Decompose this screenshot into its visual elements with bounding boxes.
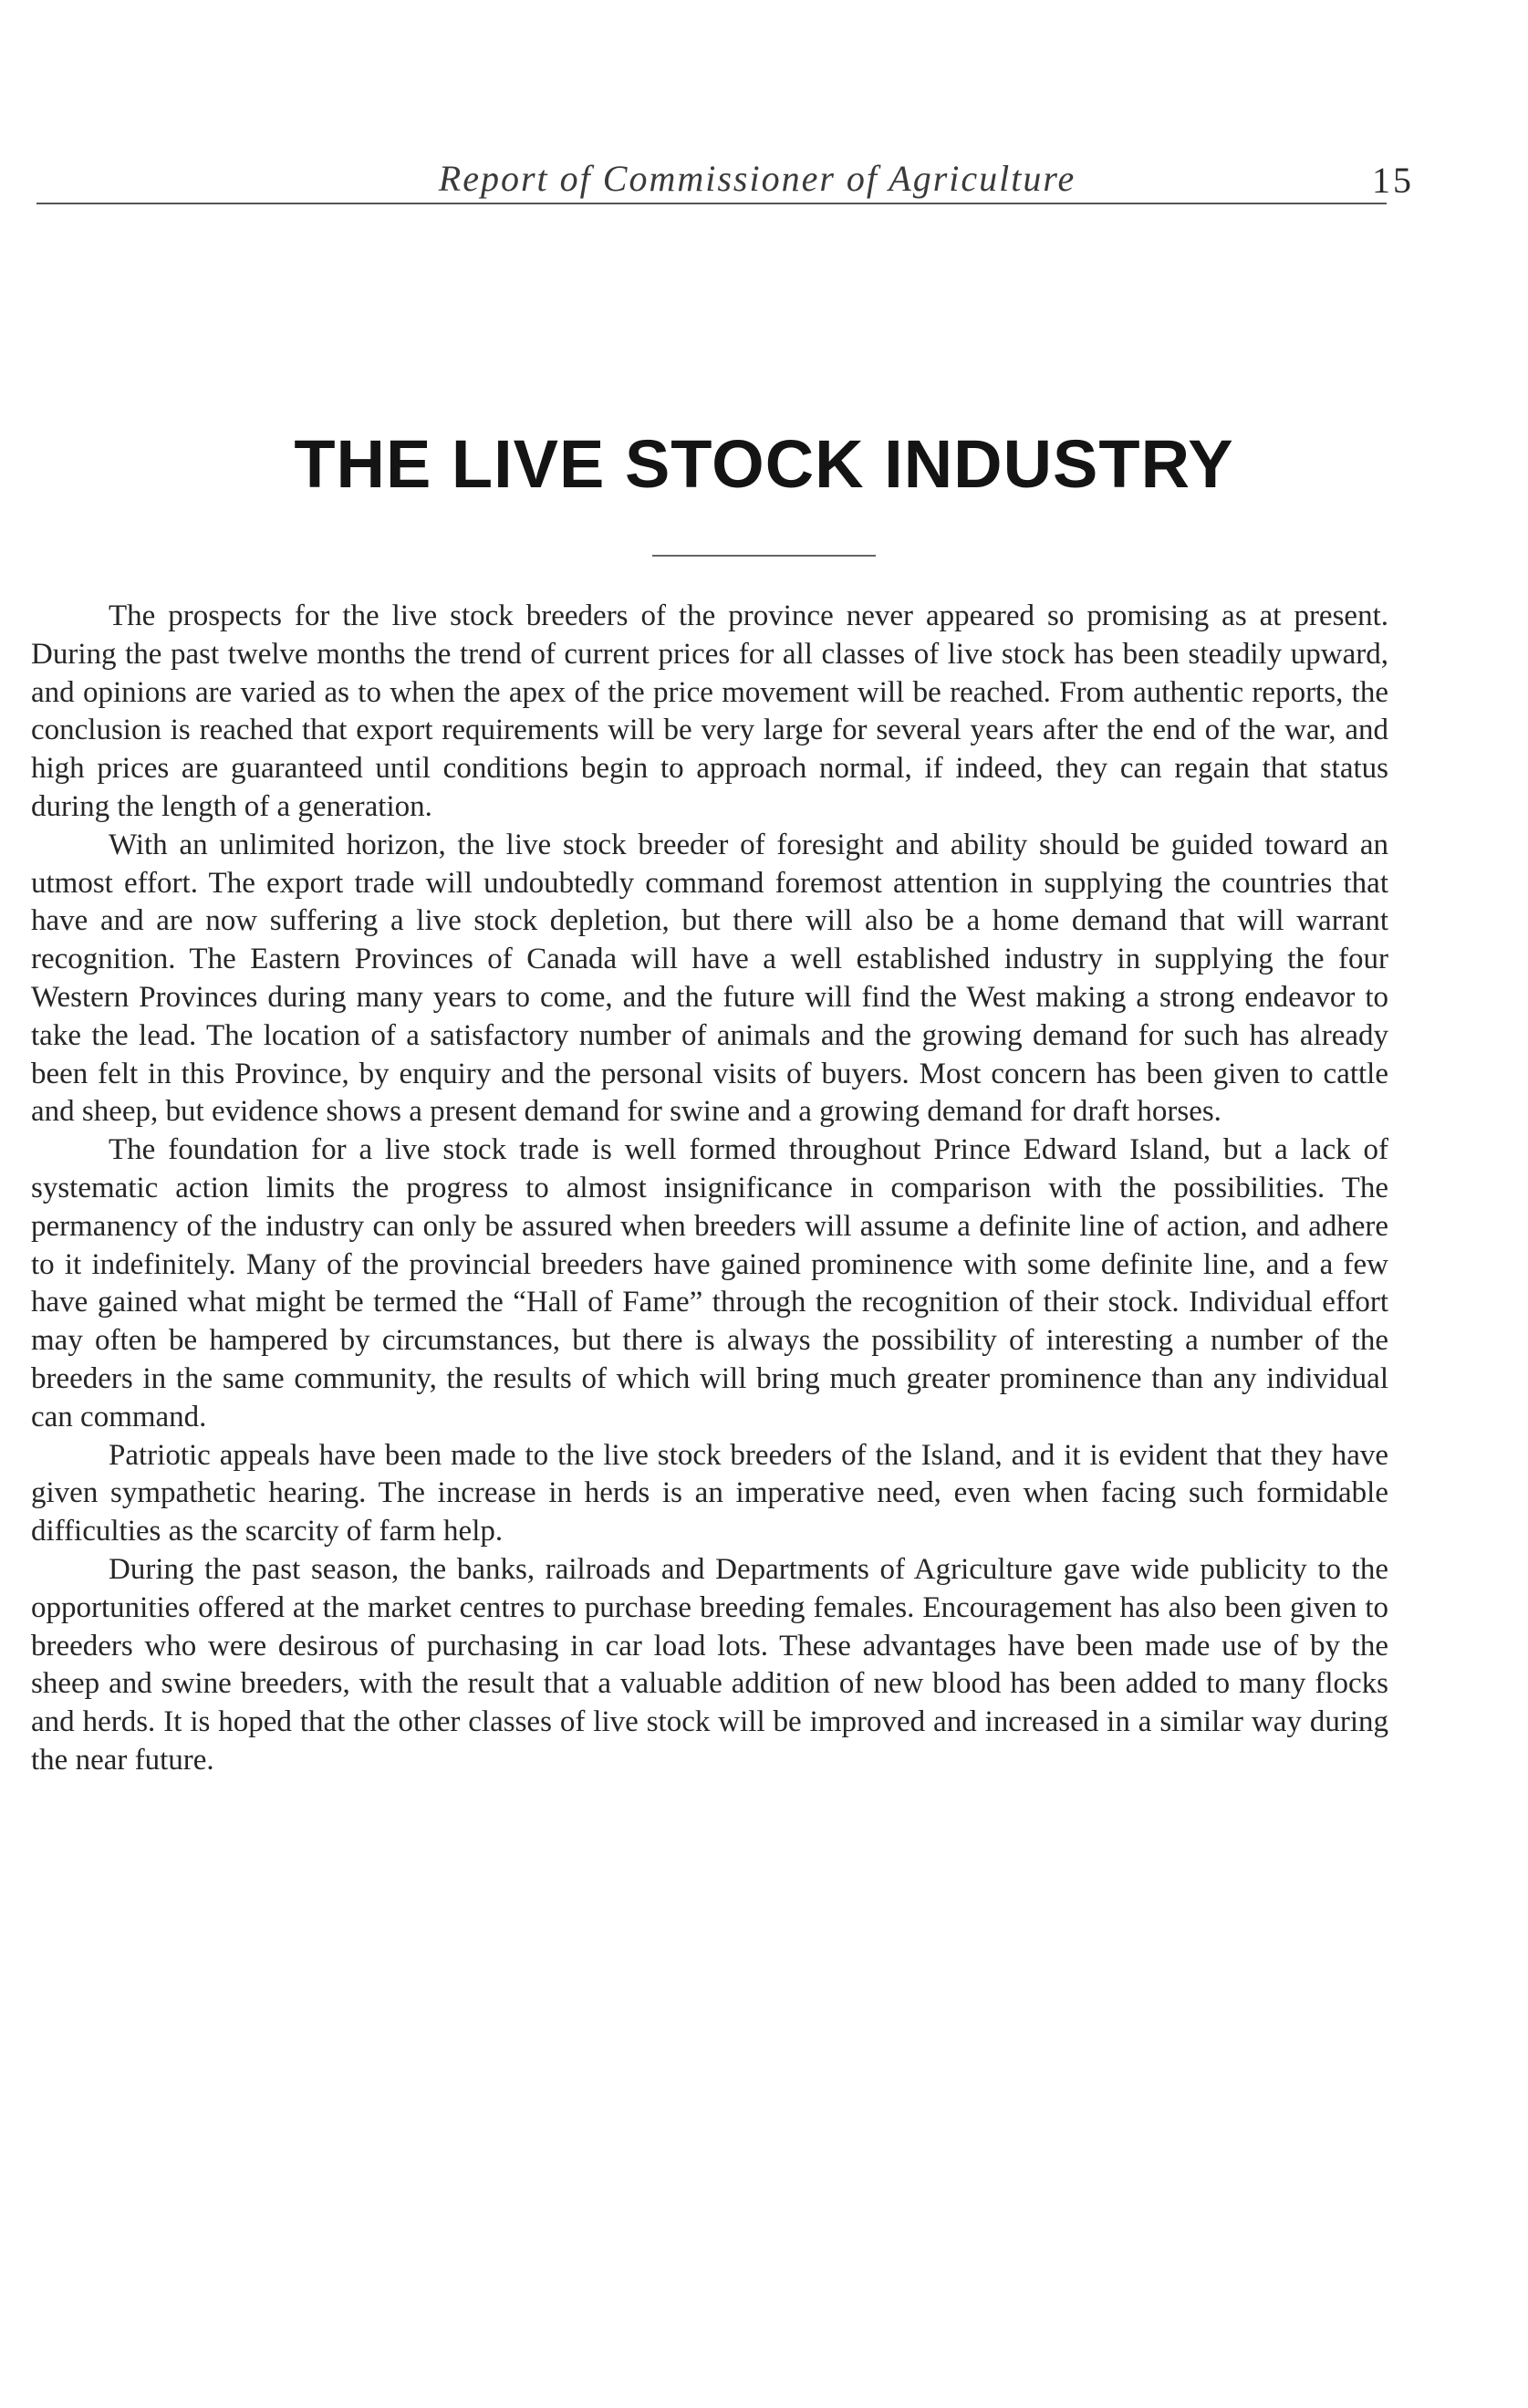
paragraph: During the past season, the banks, railroads and Departments of Agriculture gave wide publicity to the opportunities offered at the market centres to purchase breeding females. Encouragement has also been given to breeders who were desirous of purchasing in car load lots. These advantages have been made use of by the sheep and swine breeders, with the result that a valuable addition of new blood has been added to many flocks and herds. It is hoped that the other classes of live stock will be improved and increased in a similar way during the near future. [31,1552,1388,1777]
running-header [109,155,1414,210]
paragraph: The foundation for a live stock trade is well formed throughout Prince Edward Island, but a lack of systematic action limits the progress to almost insignificance in comparison with the possibilities. The permanency of the industry can only be assured when breeders will assume a definite line of action, and adhere to it indefinitely. Many of the provincial breeders have gained prominence with some definite line, and a few have gained what might be termed the “Hall of Fame” through the recognition of their stock. Individual effort may often be hampered by circumstances, but there is always the possibility of interesting a number of the breeders in the same community, the results of which will bring much greater prominence than any individual can command. [31,1133,1388,1433]
header-rule [36,203,1387,204]
article-title: THE LIVE STOCK INDUSTRY [294,426,1234,502]
article-body [31,598,1388,1780]
running-title: Report of Commissioner of Agriculture [438,158,1076,199]
page-number: 15 [1372,160,1414,201]
paragraph: The prospects for the live stock breeders of the province never appeared so promising as at present. During the past twelve months the trend of current prices for all classes of live stock has been steadily upward, and opinions are varied as to when the apex of the price movement will be reached. From authentic reports, the conclusion is reached that export requirements will be very large for several years after the end of the war, and high prices are guaranteed until conditions begin to approach normal, if indeed, they can regain that status during the length of a generation. [31,599,1388,823]
paragraph: Patriotic appeals have been made to the live stock breeders of the Island, and it is evident that they have given sympathetic hearing. The increase in herds is an imperative need, even when facing such formidable difficulties as the scarcity of farm help. [31,1438,1388,1548]
title-rule [652,555,876,557]
paragraph: With an unlimited horizon, the live stock breeder of foresight and ability should be guided toward an utmost effort. The export trade will undoubtedly command foremost attention in supplying the countries that have and are now suffering a live stock depletion, but there will also be a home demand that will warrant recognition. The Eastern Provinces of Canada will have a well established industry in supplying the four Western Provinces during many years to come, and the future will find the West making a strong endeavor to take the lead. The location of a satisfactory number of animals and the growing demand for such has already been felt in this Province, by enquiry and the personal visits of buyers. Most concern has been given to cattle and sheep, but evidence shows a present demand for swine and a growing demand for draft horses. [31,828,1388,1129]
